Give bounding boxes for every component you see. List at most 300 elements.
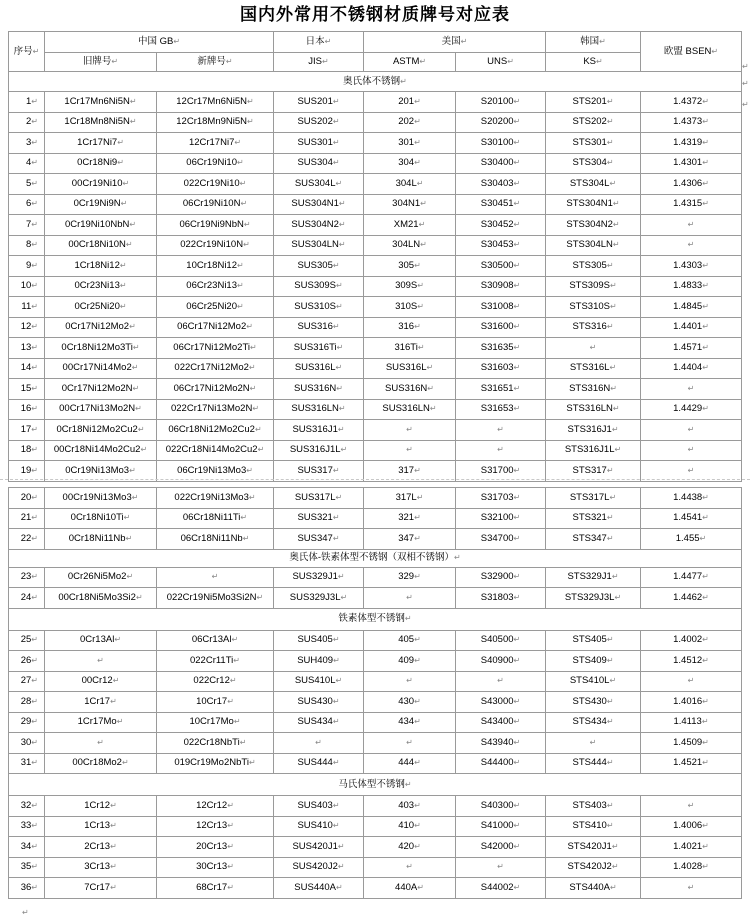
cell-old-grade: 00Cr18Ni14Mo2Cu2↵ [45, 440, 157, 461]
cell-astm: 317↵ [364, 461, 456, 482]
table-body-part2 [9, 488, 742, 899]
cell-new-grade: 022Cr12↵ [157, 671, 274, 692]
cell-jis: SUS305↵ [274, 256, 364, 277]
table-row [9, 235, 742, 256]
cell-new-grade: 06Cr25Ni20↵ [157, 297, 274, 318]
cell-seq: 22↵ [9, 529, 45, 550]
cell-ks: STS347↵ [546, 529, 641, 550]
cell-jis: SUS347↵ [274, 529, 364, 550]
cell-seq: 21↵ [9, 508, 45, 529]
cell-jis: SUS304L↵ [274, 174, 364, 195]
cell-ks: STS321↵ [546, 508, 641, 529]
cell-ks: STS304↵ [546, 153, 641, 174]
cell-jis: SUS410↵ [274, 816, 364, 837]
cell-seq: 23↵ [9, 567, 45, 588]
table-row [9, 440, 742, 461]
cell-jis: SUS201↵ [274, 92, 364, 113]
cell-jis: SUS202↵ [274, 112, 364, 133]
steel-grade-table-part1 [8, 31, 742, 482]
cell-astm: SUS316LN↵ [364, 399, 456, 420]
cell-seq: 6↵ [9, 194, 45, 215]
cell-ks: STS329J3L↵ [546, 588, 641, 609]
cell-old-grade: 0Cr25Ni20↵ [45, 297, 157, 318]
cell-jis: SUS329J1↵ [274, 567, 364, 588]
cell-uns: S31635↵ [456, 338, 546, 359]
paragraph-mark: ↵ [742, 62, 749, 71]
cell-seq: 7↵ [9, 215, 45, 236]
cell-uns: S30100↵ [456, 133, 546, 154]
cell-bsen: 1.4429↵ [641, 399, 742, 420]
cell-old-grade: 0Cr18Ni11Nb↵ [45, 529, 157, 550]
cell-jis: SUS434↵ [274, 712, 364, 733]
cell-bsen: 1.4401↵ [641, 317, 742, 338]
header-seq: 序号↵ [9, 32, 45, 72]
cell-astm: 316↵ [364, 317, 456, 338]
cell-seq: 8↵ [9, 235, 45, 256]
cell-new-grade: 06Cr17Ni12Mo2N↵ [157, 379, 274, 400]
cell-old-grade: 0Cr19Ni13Mo3↵ [45, 461, 157, 482]
cell-astm: 410↵ [364, 816, 456, 837]
cell-new-grade: 06Cr19Ni9NbN↵ [157, 215, 274, 236]
cell-ks: STS304LN↵ [546, 235, 641, 256]
cell-new-grade: 06Cr18Ni11Ti↵ [157, 508, 274, 529]
cell-uns: S43940↵ [456, 733, 546, 754]
cell-bsen: ↵ [641, 420, 742, 441]
table-row [9, 420, 742, 441]
paragraph-mark: ↵ [22, 908, 29, 917]
cell-bsen: 1.4028↵ [641, 857, 742, 878]
cell-ks: STS409↵ [546, 651, 641, 672]
cell-new-grade: 06Cr19Ni13Mo3↵ [157, 461, 274, 482]
cell-old-grade: 1Cr17Mn6Ni5N↵ [45, 92, 157, 113]
header-china-gb: 中国 GB↵ [45, 32, 274, 53]
cell-uns: S31008↵ [456, 297, 546, 318]
cell-old-grade: 0Cr13Al↵ [45, 630, 157, 651]
cell-bsen: 1.4372↵ [641, 92, 742, 113]
cell-old-grade: 00Cr12↵ [45, 671, 157, 692]
cell-uns: S20100↵ [456, 92, 546, 113]
cell-astm: 202↵ [364, 112, 456, 133]
cell-bsen: 1.4303↵ [641, 256, 742, 277]
cell-new-grade: 12Cr17Mn6Ni5N↵ [157, 92, 274, 113]
table-row [9, 796, 742, 817]
cell-new-grade: 022Cr18NbTi↵ [157, 733, 274, 754]
cell-old-grade: 0Cr18Ni12Mo3Ti↵ [45, 338, 157, 359]
cell-bsen: ↵ [641, 215, 742, 236]
cell-old-grade: 2Cr13↵ [45, 837, 157, 858]
cell-ks: STS310S↵ [546, 297, 641, 318]
cell-astm: ↵ [364, 671, 456, 692]
cell-new-grade: 10Cr17Mo↵ [157, 712, 274, 733]
cell-astm: ↵ [364, 733, 456, 754]
cell-astm: 420↵ [364, 837, 456, 858]
cell-uns: S42000↵ [456, 837, 546, 858]
section-title: 铁素体型不锈钢↵ [9, 608, 742, 630]
cell-seq: 27↵ [9, 671, 45, 692]
cell-bsen: 1.4319↵ [641, 133, 742, 154]
cell-jis: SUS304N2↵ [274, 215, 364, 236]
cell-jis: SUS317↵ [274, 461, 364, 482]
cell-astm: SUS316L↵ [364, 358, 456, 379]
cell-bsen: 1.4113↵ [641, 712, 742, 733]
cell-seq: 28↵ [9, 692, 45, 713]
cell-jis: SUS316N↵ [274, 379, 364, 400]
cell-seq: 34↵ [9, 837, 45, 858]
cell-uns: S32900↵ [456, 567, 546, 588]
table-row [9, 588, 742, 609]
table-row [9, 379, 742, 400]
cell-jis: SUS405↵ [274, 630, 364, 651]
cell-astm: 321↵ [364, 508, 456, 529]
cell-jis: SUS310S↵ [274, 297, 364, 318]
table-row [9, 630, 742, 651]
cell-new-grade: 68Cr17↵ [157, 878, 274, 899]
cell-uns: S31651↵ [456, 379, 546, 400]
cell-bsen: 1.4845↵ [641, 297, 742, 318]
cell-uns: ↵ [456, 671, 546, 692]
cell-seq: 10↵ [9, 276, 45, 297]
paragraph-mark: ↵ [742, 79, 749, 88]
cell-astm: 434↵ [364, 712, 456, 733]
table-row [9, 671, 742, 692]
cell-seq: 32↵ [9, 796, 45, 817]
cell-astm: 304↵ [364, 153, 456, 174]
cell-astm: XM21↵ [364, 215, 456, 236]
cell-uns: S40500↵ [456, 630, 546, 651]
cell-ks: STS316J1↵ [546, 420, 641, 441]
cell-old-grade: 1Cr18Mn8Ni5N↵ [45, 112, 157, 133]
cell-uns: S20200↵ [456, 112, 546, 133]
cell-old-grade: 0Cr19Ni9N↵ [45, 194, 157, 215]
table-row [9, 816, 742, 837]
table-row [9, 733, 742, 754]
cell-bsen: 1.4301↵ [641, 153, 742, 174]
cell-old-grade: 1Cr17↵ [45, 692, 157, 713]
cell-new-grade: 022Cr19Ni10N↵ [157, 235, 274, 256]
cell-uns: S43400↵ [456, 712, 546, 733]
cell-ks: STS434↵ [546, 712, 641, 733]
cell-seq: 17↵ [9, 420, 45, 441]
table-row [9, 92, 742, 113]
cell-old-grade: 00Cr17Ni14Mo2↵ [45, 358, 157, 379]
cell-new-grade: 019Cr19Mo2NbTi↵ [157, 753, 274, 774]
cell-old-grade: 00Cr18Ni10N↵ [45, 235, 157, 256]
cell-seq: 2↵ [9, 112, 45, 133]
cell-bsen: 1.4521↵ [641, 753, 742, 774]
cell-ks: STS317L↵ [546, 488, 641, 509]
cell-uns: S44400↵ [456, 753, 546, 774]
cell-bsen: 1.4002↵ [641, 630, 742, 651]
cell-uns: ↵ [456, 440, 546, 461]
cell-uns: S40300↵ [456, 796, 546, 817]
cell-uns: S31703↵ [456, 488, 546, 509]
cell-jis: ↵ [274, 733, 364, 754]
cell-uns: S30403↵ [456, 174, 546, 195]
header-ks: KS↵ [546, 53, 641, 72]
cell-jis: SUH409↵ [274, 651, 364, 672]
cell-astm: ↵ [364, 857, 456, 878]
cell-ks: STS309S↵ [546, 276, 641, 297]
cell-ks: STS420J2↵ [546, 857, 641, 878]
cell-bsen: 1.4404↵ [641, 358, 742, 379]
cell-ks: STS316N↵ [546, 379, 641, 400]
cell-uns: S30452↵ [456, 215, 546, 236]
cell-astm: 409↵ [364, 651, 456, 672]
cell-old-grade: 1Cr13↵ [45, 816, 157, 837]
cell-seq: 26↵ [9, 651, 45, 672]
cell-old-grade: 00Cr19Ni10↵ [45, 174, 157, 195]
cell-astm: 201↵ [364, 92, 456, 113]
cell-new-grade: 10Cr17↵ [157, 692, 274, 713]
table-body-part1 [9, 32, 742, 482]
section-title: 奥氏体不锈钢↵ [9, 72, 742, 92]
cell-new-grade: 022Cr19Ni10↵ [157, 174, 274, 195]
cell-uns: S30500↵ [456, 256, 546, 277]
section-title: 马氏体型不锈钢↵ [9, 774, 742, 796]
cell-jis: SUS309S↵ [274, 276, 364, 297]
cell-ks: STS304N2↵ [546, 215, 641, 236]
cell-bsen: 1.4571↵ [641, 338, 742, 359]
table-row [9, 529, 742, 550]
table-row [9, 174, 742, 195]
cell-astm: 304L↵ [364, 174, 456, 195]
cell-old-grade: 1Cr12↵ [45, 796, 157, 817]
header-old-grade: 旧牌号↵ [45, 53, 157, 72]
cell-jis: SUS321↵ [274, 508, 364, 529]
cell-old-grade: 0Cr18Ni9↵ [45, 153, 157, 174]
cell-jis: SUS301↵ [274, 133, 364, 154]
cell-new-grade: 022Cr17Ni12Mo2↵ [157, 358, 274, 379]
cell-ks: STS316L↵ [546, 358, 641, 379]
cell-astm: ↵ [364, 420, 456, 441]
table-row [9, 276, 742, 297]
table-row [9, 837, 742, 858]
cell-seq: 30↵ [9, 733, 45, 754]
table-row [9, 338, 742, 359]
table-row [9, 857, 742, 878]
cell-ks: STS304L↵ [546, 174, 641, 195]
table-row [9, 508, 742, 529]
section-row [9, 549, 742, 567]
cell-jis: SUS304↵ [274, 153, 364, 174]
cell-astm: 444↵ [364, 753, 456, 774]
header-uns: UNS↵ [456, 53, 546, 72]
cell-astm: 310S↵ [364, 297, 456, 318]
cell-jis: SUS316Ti↵ [274, 338, 364, 359]
cell-bsen: ↵ [641, 461, 742, 482]
cell-ks: STS317↵ [546, 461, 641, 482]
cell-seq: 33↵ [9, 816, 45, 837]
cell-jis: SUS403↵ [274, 796, 364, 817]
cell-seq: 16↵ [9, 399, 45, 420]
cell-new-grade: 12Cr17Ni7↵ [157, 133, 274, 154]
cell-new-grade: 10Cr18Ni12↵ [157, 256, 274, 277]
cell-seq: 18↵ [9, 440, 45, 461]
table-row [9, 712, 742, 733]
cell-new-grade: 06Cr23Ni13↵ [157, 276, 274, 297]
cell-new-grade: 06Cr17Ni12Mo2Ti↵ [157, 338, 274, 359]
header-japan: 日本↵ [274, 32, 364, 53]
cell-new-grade: 022Cr19Ni13Mo3↵ [157, 488, 274, 509]
cell-ks: STS316LN↵ [546, 399, 641, 420]
cell-uns: S32100↵ [456, 508, 546, 529]
cell-old-grade: 1Cr17Ni7↵ [45, 133, 157, 154]
cell-uns: S31600↵ [456, 317, 546, 338]
section-row [9, 72, 742, 92]
cell-ks: STS403↵ [546, 796, 641, 817]
cell-jis: SUS316L↵ [274, 358, 364, 379]
cell-seq: 15↵ [9, 379, 45, 400]
table-row [9, 567, 742, 588]
cell-old-grade: 0Cr19Ni10NbN↵ [45, 215, 157, 236]
cell-bsen: 1.455↵ [641, 529, 742, 550]
cell-uns: S44002↵ [456, 878, 546, 899]
cell-uns: S43000↵ [456, 692, 546, 713]
cell-uns: ↵ [456, 857, 546, 878]
cell-seq: 31↵ [9, 753, 45, 774]
cell-seq: 25↵ [9, 630, 45, 651]
steel-grade-table-part2 [8, 487, 742, 899]
cell-ks: STS410L↵ [546, 671, 641, 692]
cell-old-grade: 1Cr18Ni12↵ [45, 256, 157, 277]
cell-astm: 309S↵ [364, 276, 456, 297]
cell-astm: 430↵ [364, 692, 456, 713]
cell-jis: SUS316↵ [274, 317, 364, 338]
paragraph-mark: ↵ [742, 100, 749, 109]
section-row [9, 774, 742, 796]
table-row [9, 488, 742, 509]
cell-old-grade: 0Cr18Ni12Mo2Cu2↵ [45, 420, 157, 441]
cell-seq: 13↵ [9, 338, 45, 359]
cell-uns: S34700↵ [456, 529, 546, 550]
cell-old-grade: 0Cr17Ni12Mo2↵ [45, 317, 157, 338]
table-row [9, 194, 742, 215]
cell-old-grade: 0Cr23Ni13↵ [45, 276, 157, 297]
cell-bsen: 1.4306↵ [641, 174, 742, 195]
cell-uns: S30453↵ [456, 235, 546, 256]
cell-bsen: ↵ [641, 878, 742, 899]
cell-ks: STS305↵ [546, 256, 641, 277]
cell-astm: 405↵ [364, 630, 456, 651]
cell-seq: 11↵ [9, 297, 45, 318]
cell-new-grade: 12Cr12↵ [157, 796, 274, 817]
cell-bsen: 1.4833↵ [641, 276, 742, 297]
cell-old-grade: ↵ [45, 733, 157, 754]
cell-old-grade: 1Cr17Mo↵ [45, 712, 157, 733]
header-astm: ASTM↵ [364, 53, 456, 72]
cell-bsen: ↵ [641, 440, 742, 461]
cell-bsen: ↵ [641, 379, 742, 400]
table-row [9, 878, 742, 899]
cell-new-grade: 12Cr18Mn9Ni5N↵ [157, 112, 274, 133]
cell-seq: 4↵ [9, 153, 45, 174]
cell-bsen: 1.4438↵ [641, 488, 742, 509]
cell-ks: STS420J1↵ [546, 837, 641, 858]
cell-astm: 329↵ [364, 567, 456, 588]
cell-old-grade: 3Cr13↵ [45, 857, 157, 878]
cell-old-grade: 7Cr17↵ [45, 878, 157, 899]
cell-astm: ↵ [364, 588, 456, 609]
table-row [9, 215, 742, 236]
cell-uns: ↵ [456, 420, 546, 441]
cell-astm: SUS316N↵ [364, 379, 456, 400]
cell-jis: SUS304LN↵ [274, 235, 364, 256]
cell-seq: 5↵ [9, 174, 45, 195]
cell-seq: 14↵ [9, 358, 45, 379]
cell-bsen: 1.4477↵ [641, 567, 742, 588]
cell-old-grade: 00Cr18Ni5Mo3Si2↵ [45, 588, 157, 609]
cell-astm: 403↵ [364, 796, 456, 817]
cell-uns: S31603↵ [456, 358, 546, 379]
cell-ks: STS440A↵ [546, 878, 641, 899]
cell-astm: 440A↵ [364, 878, 456, 899]
cell-astm: 301↵ [364, 133, 456, 154]
cell-new-grade: ↵ [157, 567, 274, 588]
document-title: 国内外常用不锈钢材质牌号对应表 [240, 5, 510, 25]
cell-new-grade: 12Cr13↵ [157, 816, 274, 837]
cell-new-grade: 30Cr13↵ [157, 857, 274, 878]
table-row [9, 297, 742, 318]
cell-ks: STS201↵ [546, 92, 641, 113]
cell-bsen: ↵ [641, 235, 742, 256]
cell-seq: 19↵ [9, 461, 45, 482]
cell-jis: SUS444↵ [274, 753, 364, 774]
cell-bsen: 1.4315↵ [641, 194, 742, 215]
cell-new-grade: 06Cr19Ni10N↵ [157, 194, 274, 215]
cell-uns: S30908↵ [456, 276, 546, 297]
cell-ks: STS316J1L↵ [546, 440, 641, 461]
cell-bsen: ↵ [641, 796, 742, 817]
header-usa: 美国↵ [364, 32, 546, 53]
cell-old-grade: 00Cr18Mo2↵ [45, 753, 157, 774]
cell-bsen: 1.4006↵ [641, 816, 742, 837]
cell-jis: SUS420J2↵ [274, 857, 364, 878]
cell-uns: S41000↵ [456, 816, 546, 837]
cell-ks: STS444↵ [546, 753, 641, 774]
cell-seq: 36↵ [9, 878, 45, 899]
cell-bsen: 1.4512↵ [641, 651, 742, 672]
cell-astm: 304N1↵ [364, 194, 456, 215]
cell-seq: 35↵ [9, 857, 45, 878]
cell-seq: 24↵ [9, 588, 45, 609]
cell-uns: S30400↵ [456, 153, 546, 174]
cell-new-grade: 06Cr18Ni12Mo2Cu2↵ [157, 420, 274, 441]
cell-new-grade: 06Cr13Al↵ [157, 630, 274, 651]
cell-new-grade: 022Cr11Ti↵ [157, 651, 274, 672]
table-row [9, 399, 742, 420]
cell-ks: STS329J1↵ [546, 567, 641, 588]
cell-ks: STS410↵ [546, 816, 641, 837]
cell-new-grade: 022Cr19Ni5Mo3Si2N↵ [157, 588, 274, 609]
cell-bsen: 1.4541↵ [641, 508, 742, 529]
table-row [9, 753, 742, 774]
table-row [9, 461, 742, 482]
cell-seq: 9↵ [9, 256, 45, 277]
cell-seq: 29↵ [9, 712, 45, 733]
cell-seq: 12↵ [9, 317, 45, 338]
cell-ks: STS304N1↵ [546, 194, 641, 215]
cell-uns: S31653↵ [456, 399, 546, 420]
cell-bsen: 1.4373↵ [641, 112, 742, 133]
cell-astm: 305↵ [364, 256, 456, 277]
cell-uns: S40900↵ [456, 651, 546, 672]
page-break-separator [0, 479, 750, 480]
cell-new-grade: 20Cr13↵ [157, 837, 274, 858]
cell-bsen: 1.4021↵ [641, 837, 742, 858]
cell-bsen: 1.4016↵ [641, 692, 742, 713]
cell-ks: STS316↵ [546, 317, 641, 338]
table-row [9, 692, 742, 713]
